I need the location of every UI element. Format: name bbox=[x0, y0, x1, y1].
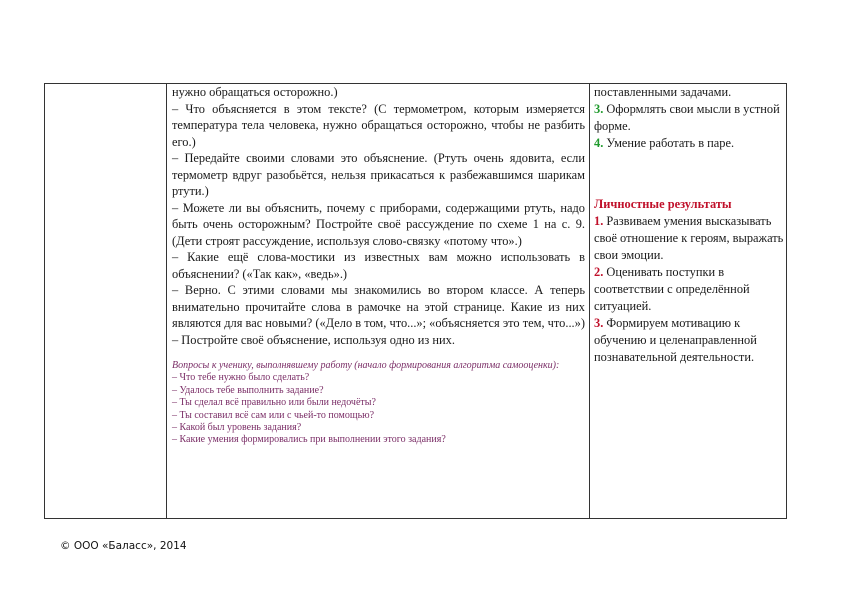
question-item: – Что тебе нужно было сделать? bbox=[172, 372, 310, 384]
question-item: – Ты составил всё сам или с чьей-то помощью? bbox=[172, 409, 375, 421]
item-text: Оценивать поступки в соответствии с определённой ситуацией. bbox=[594, 265, 750, 313]
item-text: Формируем мотивацию к обучению и целенаправленной познавательной деятельности. bbox=[594, 316, 757, 364]
paragraph: – Можете ли вы объяснить, почему с приборами, содержащими ртуть, надо быть очень осторожным? Постройте своё рассуждение по схеме 1 на с. 9. (Дети строят рассуждение, используя слово-связку «потому что».) bbox=[172, 200, 585, 248]
lesson-activity-column bbox=[172, 84, 585, 447]
outcome-item bbox=[594, 101, 784, 135]
questions-heading: Вопросы к ученику, выполнявшему работу (начало формирования алгоритма самооценки): bbox=[172, 360, 560, 371]
outcome-item bbox=[594, 135, 784, 152]
item-number: 3. bbox=[594, 102, 604, 116]
self-assessment-questions bbox=[172, 360, 585, 447]
learning-outcomes-column bbox=[594, 84, 784, 366]
paragraph: – Какие ещё слова-мостики из известных вам можно использовать в объяснении? («Так как», «ведь».) bbox=[172, 250, 585, 281]
question-item: – Удалось тебе выполнить задание? bbox=[172, 384, 324, 396]
paragraph: – Что объясняется в этом тексте? (С термометром, которым измеряется температура тела человека, нужно обращаться осторожно, чтобы не разбить его.) bbox=[172, 101, 585, 149]
paragraph: – Верно. С этими словами мы знакомились во втором классе. А теперь внимательно прочитайте слова в рамочке на этой странице. Какие из них являются для вас новыми? («Дело в том, что...»; «объясняется это тем, что...») bbox=[172, 283, 585, 330]
paragraph: – Передайте своими словами это объяснение. (Ртуть очень ядовита, если термометр вдруг разобьётся, нельзя прикасаться к разбежавшимся шарикам ртути.) bbox=[172, 151, 585, 198]
item-text: Оформлять свои мысли в устной форме. bbox=[594, 102, 780, 133]
item-number: 4. bbox=[594, 136, 604, 150]
lesson-table bbox=[44, 83, 787, 519]
personal-results-heading: Личностные результаты bbox=[594, 197, 732, 211]
item-number: 3. bbox=[594, 316, 604, 330]
copyright-footer: © ООО «Баласс», 2014 bbox=[60, 540, 187, 552]
paragraph: нужно обращаться осторожно.) bbox=[172, 85, 338, 99]
question-item: – Какой был уровень задания? bbox=[172, 422, 302, 434]
paragraph: – Постройте своё объяснение, используя одно из них. bbox=[172, 332, 455, 347]
item-text: Развиваем умения высказывать своё отношение к героям, выражать свои эмоции. bbox=[594, 214, 784, 262]
outcome-item bbox=[594, 264, 784, 315]
outcome-item bbox=[594, 213, 784, 264]
item-number: 2. bbox=[594, 265, 604, 279]
outcome-continuation: поставленными задачами. bbox=[594, 85, 732, 99]
column-divider bbox=[166, 84, 167, 518]
item-text: Умение работать в паре. bbox=[603, 136, 735, 150]
question-item: – Какие умения формировались при выполнении этого задания? bbox=[172, 434, 446, 446]
item-number: 1. bbox=[594, 214, 604, 228]
column-divider bbox=[589, 84, 590, 518]
question-item: – Ты сделал всё правильно или были недочёты? bbox=[172, 397, 376, 409]
outcome-item bbox=[594, 315, 784, 366]
